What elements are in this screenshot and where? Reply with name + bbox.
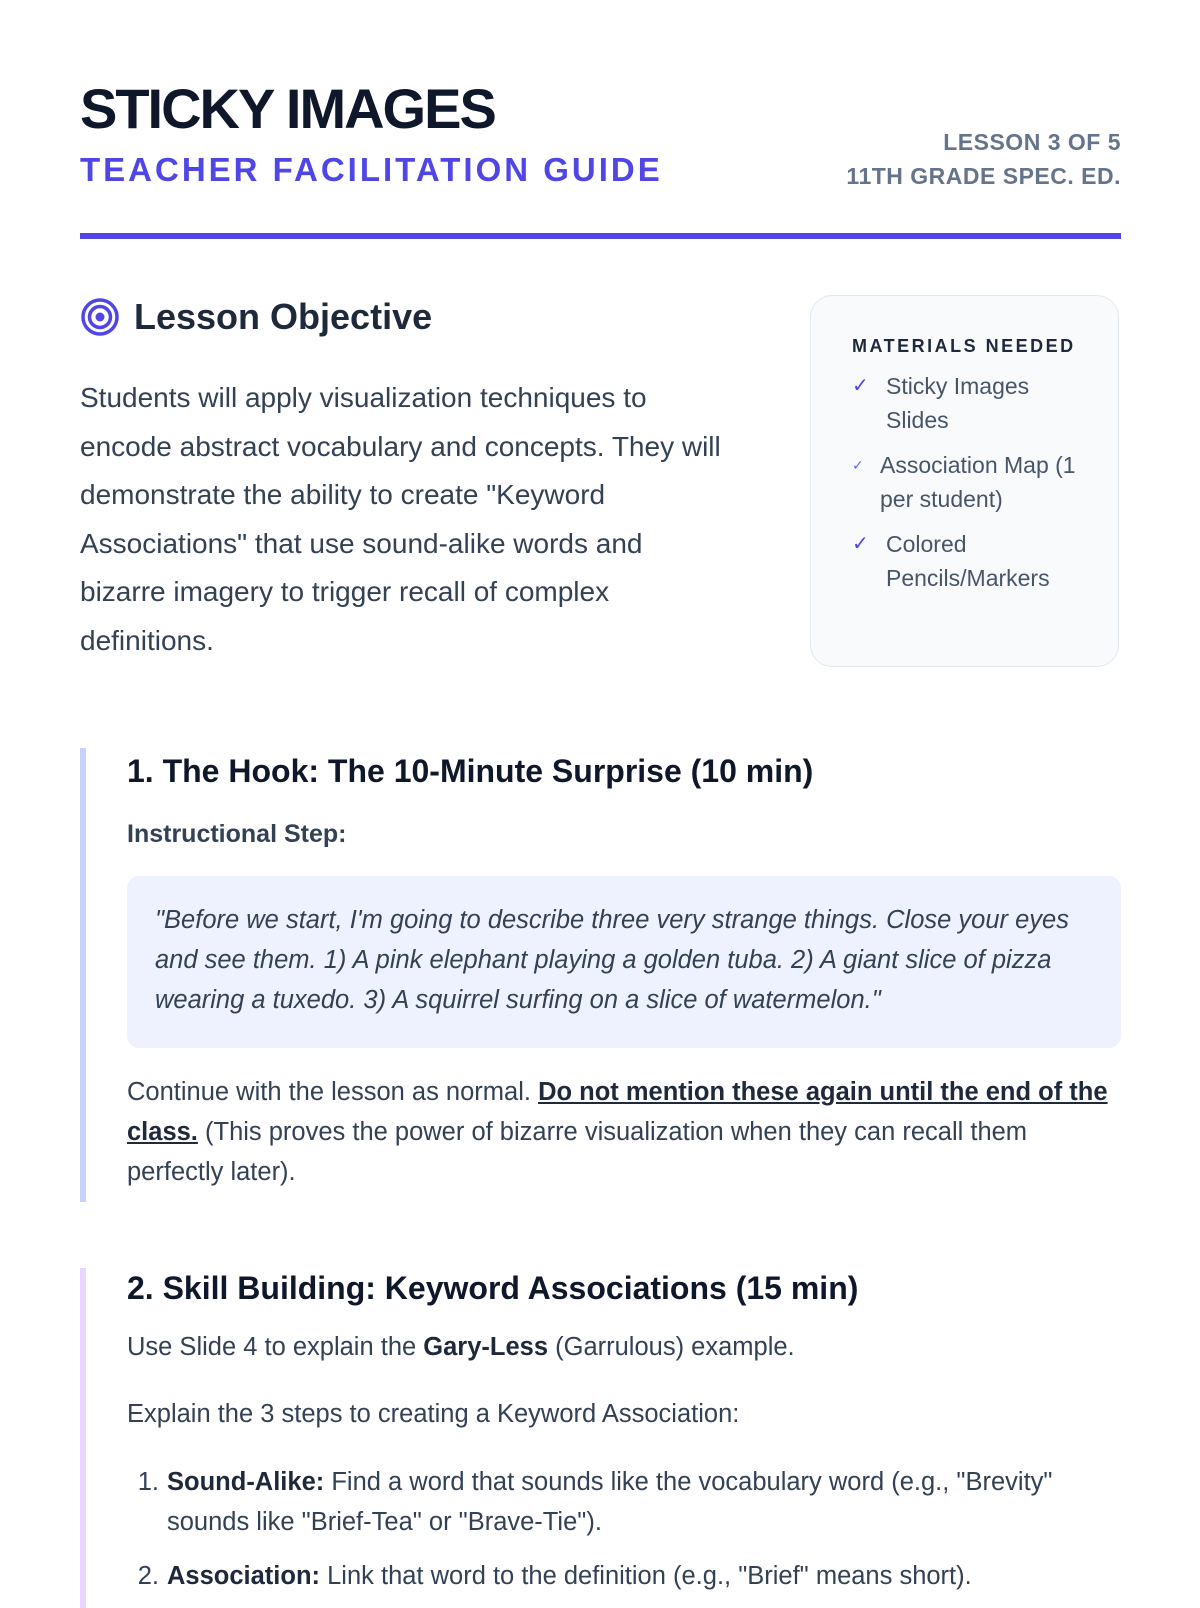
check-icon: ✓ bbox=[852, 533, 869, 555]
target-icon bbox=[80, 297, 120, 337]
lesson-meta bbox=[846, 125, 1121, 193]
section-title: 1. The Hook: The 10-Minute Surprise (10 min) bbox=[127, 753, 814, 789]
materials-list bbox=[852, 369, 1088, 595]
objective-heading bbox=[80, 296, 432, 338]
step-label: Sound-Alike: bbox=[167, 1468, 325, 1496]
hook-instructions bbox=[127, 1072, 1121, 1192]
step-content bbox=[167, 1556, 972, 1596]
section-hook bbox=[80, 748, 1121, 1202]
hook-text-end: (This proves the power of bizarre visualization when they can recall them perfectly later). bbox=[127, 1118, 1028, 1186]
step-number: 1. bbox=[137, 1468, 159, 1496]
section-accent-bar bbox=[80, 1268, 86, 1608]
section-title: 2. Skill Building: Keyword Associations (15 min) bbox=[127, 1270, 859, 1306]
material-item bbox=[852, 448, 1088, 516]
intro-keyword: Gary-Less bbox=[423, 1333, 549, 1361]
instructional-step-label: Instructional Step: bbox=[127, 820, 347, 848]
section-accent-bar bbox=[80, 748, 86, 1202]
material-label: Colored Pencils/Markers bbox=[886, 531, 1050, 591]
step-text: Find a word that sounds like the vocabulary word (e.g., "Brevity" sounds like "Brief-Tea" or "Brave-Tie"). bbox=[167, 1468, 1053, 1536]
list-item bbox=[127, 1556, 1121, 1596]
teacher-script-quote: "Before we start, I'm going to describe three very strange things. Close your eyes and see them. 1) A pink elephant playing a golden tuba. 2) A giant slice of pizza wearing a tuxedo. 3) A squirrel surfing on a slice of watermelon." bbox=[127, 876, 1121, 1048]
document-title: STICKY IMAGES bbox=[80, 77, 495, 140]
intro-text-end: (Garrulous) example. bbox=[555, 1333, 795, 1361]
materials-heading: MATERIALS NEEDED bbox=[852, 336, 1076, 356]
step-number: 2. bbox=[137, 1562, 159, 1590]
section-skill-building bbox=[80, 1268, 1121, 1608]
hook-emphasis: Do not mention these again until the end of the class. bbox=[127, 1078, 1108, 1146]
step-label: Association: bbox=[167, 1562, 321, 1590]
material-item bbox=[852, 369, 1088, 437]
check-icon: ✓ bbox=[852, 375, 869, 397]
hook-text-start: Continue with the lesson as normal. bbox=[127, 1078, 531, 1106]
skill-intro bbox=[127, 1327, 1121, 1367]
header-divider bbox=[80, 233, 1121, 239]
steps-intro: Explain the 3 steps to creating a Keyword Association: bbox=[127, 1400, 740, 1428]
step-text: Link that word to the definition (e.g., "Brief" means short). bbox=[327, 1562, 972, 1590]
keyword-steps-list bbox=[127, 1462, 1121, 1596]
material-label: Association Map (1 per student) bbox=[880, 452, 1076, 512]
check-icon: ✓ bbox=[852, 457, 864, 473]
materials-box bbox=[810, 295, 1119, 667]
objective-text: Students will apply visualization techniques to encode abstract vocabulary and concepts. They will demonstrate the ability to create "Keyword Associations" that use sound-alike words and bizarre imagery to trigger recall of complex definitions. bbox=[80, 382, 721, 656]
lesson-number: LESSON 3 OF 5 bbox=[943, 129, 1121, 155]
list-item bbox=[127, 1462, 1121, 1542]
material-label: Sticky Images Slides bbox=[886, 373, 1030, 433]
document-subtitle: TEACHER FACILITATION GUIDE bbox=[80, 151, 663, 188]
objective-title: Lesson Objective bbox=[134, 296, 433, 337]
grade-level: 11TH GRADE SPEC. ED. bbox=[846, 163, 1121, 189]
intro-text-start: Use Slide 4 to explain the bbox=[127, 1333, 417, 1361]
step-content bbox=[167, 1462, 1121, 1542]
material-item bbox=[852, 527, 1088, 595]
